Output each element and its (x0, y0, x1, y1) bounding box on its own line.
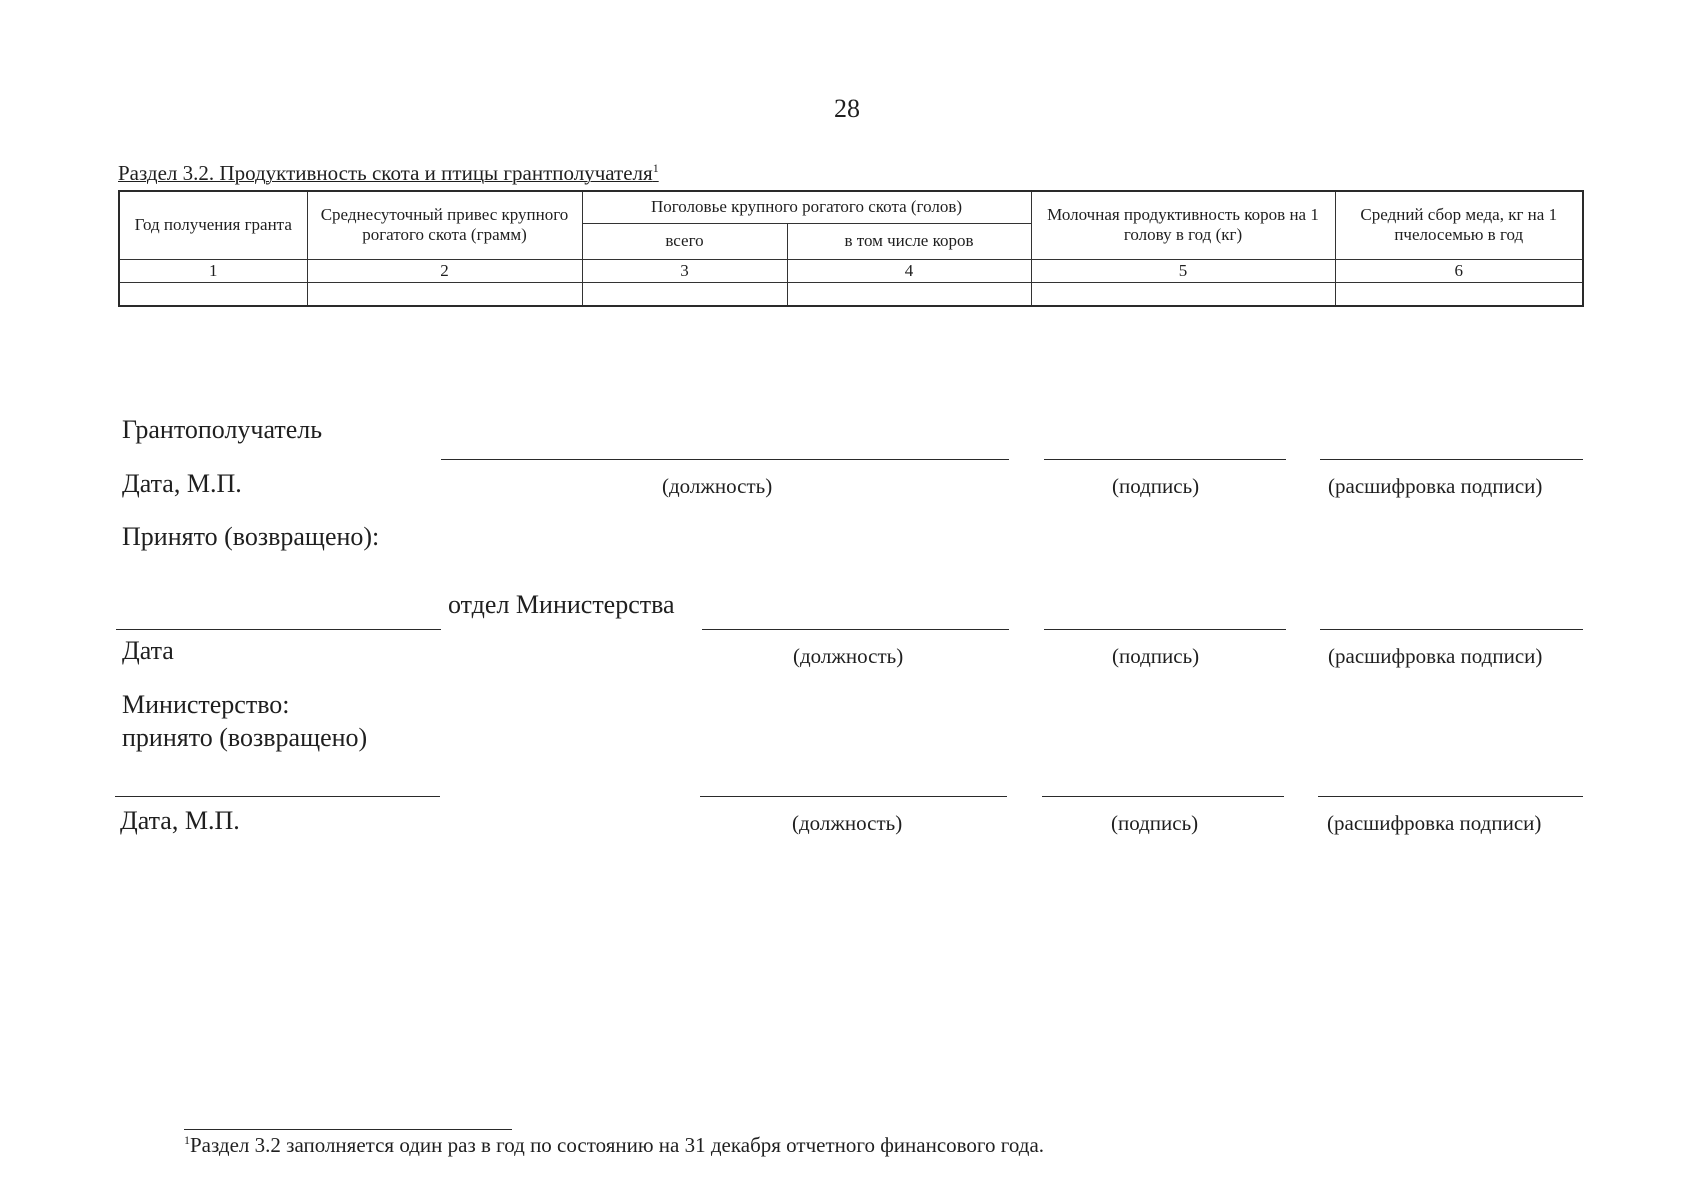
signature-caption: (подпись) (1111, 811, 1199, 835)
header-herd-group: Поголовье крупного рогатого скота (голов) (582, 191, 1031, 223)
footnote-marker: 1 (652, 161, 659, 175)
column-number: 1 (119, 259, 307, 282)
signature-transcript-caption: (расшифровка подписи) (1327, 811, 1542, 835)
ministry-department-label: отдел Министерства (448, 590, 675, 619)
column-number: 3 (582, 259, 787, 282)
header-herd-cows: в том числе коров (787, 223, 1031, 259)
signature-caption: (подпись) (1112, 644, 1200, 668)
column-number: 2 (307, 259, 582, 282)
department-position-line[interactable] (702, 629, 1009, 630)
cell-weight-gain[interactable] (307, 282, 582, 306)
grantee-label: Грантополучатель (122, 415, 323, 444)
data-entry-row (119, 282, 1583, 306)
footnote (184, 1133, 1044, 1158)
position-caption: (должность) (792, 811, 903, 835)
position-caption: (должность) (793, 644, 904, 668)
department-name-line[interactable] (116, 629, 441, 630)
footnote-text: Раздел 3.2 заполняется один раз в год по состоянию на 31 декабря отчетного финансового года. (190, 1133, 1045, 1157)
grantee-signature-line[interactable] (1044, 459, 1286, 460)
column-number: 6 (1335, 259, 1583, 282)
section-title (118, 161, 659, 186)
cell-herd-total[interactable] (582, 282, 787, 306)
ministry-name-line[interactable] (115, 796, 440, 797)
cell-milk[interactable] (1031, 282, 1335, 306)
header-herd-total: всего (582, 223, 787, 259)
header-year: Год получения гранта (119, 191, 307, 259)
cell-year[interactable] (119, 282, 307, 306)
accepted-label: Принято (возвращено): (122, 522, 380, 551)
column-number: 4 (787, 259, 1031, 282)
cell-honey[interactable] (1335, 282, 1583, 306)
header-weight-gain: Среднесуточный привес крупного рогатого скота (грамм) (307, 191, 582, 259)
department-transcript-line[interactable] (1320, 629, 1583, 630)
ministry-transcript-line[interactable] (1318, 796, 1583, 797)
signature-caption: (подпись) (1112, 474, 1200, 498)
footnote-separator (184, 1129, 512, 1130)
cell-herd-cows[interactable] (787, 282, 1031, 306)
ministry-label: Министерство: (122, 690, 290, 719)
date-stamp-label: Дата, М.П. (122, 469, 242, 498)
section-title-text: Раздел 3.2. Продуктивность скота и птицы грантполучателя (118, 161, 653, 185)
column-number: 5 (1031, 259, 1335, 282)
date-stamp-label: Дата, М.П. (120, 806, 240, 835)
ministry-accepted-label: принято (возвращено) (122, 723, 368, 752)
position-caption: (должность) (662, 474, 773, 498)
footnote-number: 1 (184, 1133, 190, 1147)
column-number-row (119, 259, 1583, 282)
department-signature-line[interactable] (1044, 629, 1286, 630)
date-label: Дата (122, 636, 174, 665)
grantee-transcript-line[interactable] (1320, 459, 1583, 460)
header-milk: Молочная продуктивность коров на 1 голову в год (кг) (1031, 191, 1335, 259)
signature-transcript-caption: (расшифровка подписи) (1328, 474, 1543, 498)
productivity-table (118, 190, 1584, 307)
ministry-signature-line[interactable] (1042, 796, 1284, 797)
grantee-position-line[interactable] (441, 459, 1009, 460)
header-honey: Средний сбор меда, кг на 1 пчелосемью в год (1335, 191, 1583, 259)
ministry-position-line[interactable] (700, 796, 1007, 797)
page-number: 28 (834, 94, 860, 123)
signature-transcript-caption: (расшифровка подписи) (1328, 644, 1543, 668)
